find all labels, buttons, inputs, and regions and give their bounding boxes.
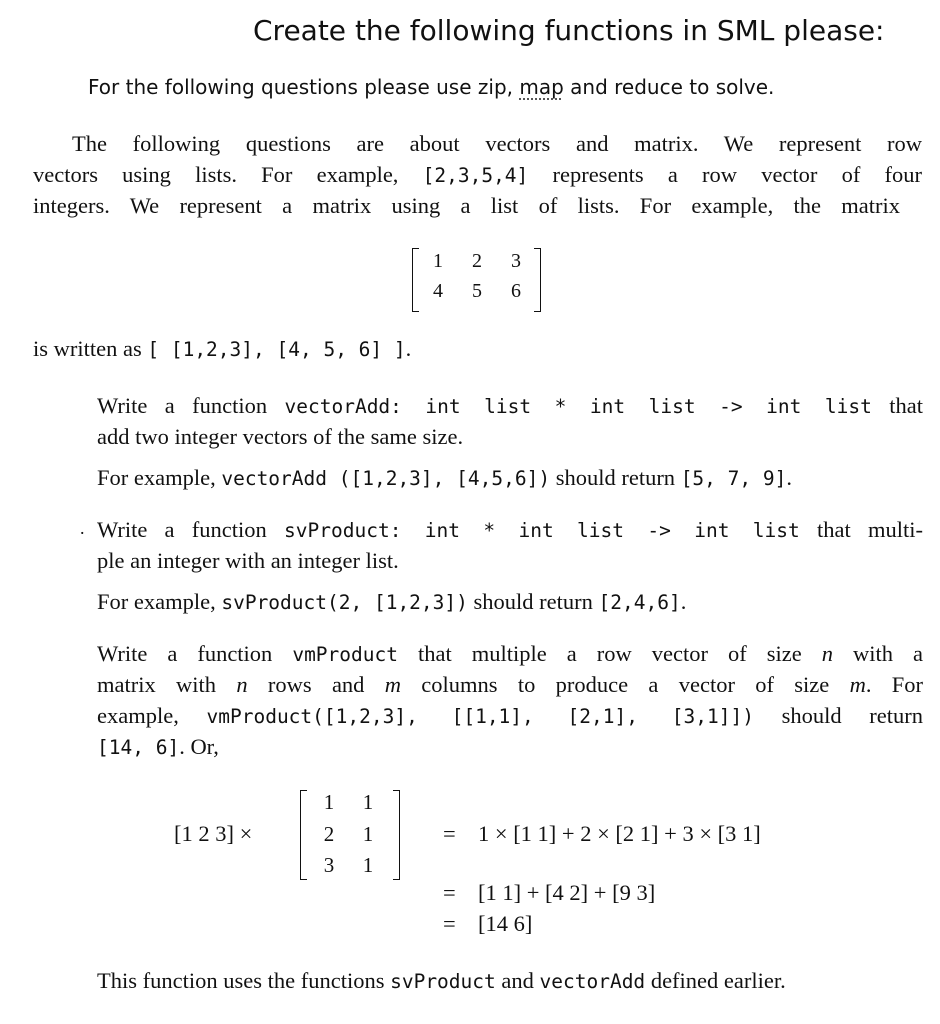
q3-text: with a xyxy=(832,641,923,666)
eq-matrix-cell: 3 xyxy=(323,853,335,877)
q3-text: . For xyxy=(865,672,924,697)
q1-text: Write a function xyxy=(97,393,285,418)
footer-text xyxy=(97,968,786,994)
q3-text: matrix with xyxy=(97,672,237,697)
eq-row-vector: [1 2 3] × xyxy=(174,821,253,846)
matrix-cell: 3 xyxy=(511,250,521,272)
q1-text: should return xyxy=(550,465,681,490)
intro-code: [ [1,2,3], [4, 5, 6] ] xyxy=(147,338,406,361)
q1-line-2: add two integer vectors of the same size. xyxy=(97,424,464,449)
q2-example-result: [2,4,6] xyxy=(598,591,681,614)
footer-part: This function uses the functions xyxy=(97,968,391,993)
instruction-text xyxy=(88,75,774,99)
intro-line-4 xyxy=(33,336,411,362)
q2-text: For example, xyxy=(97,589,222,614)
eq-matrix-cell: 2 xyxy=(323,822,335,846)
q2-example-call: svProduct(2, [1,2,3]) xyxy=(221,591,468,614)
q3-var: m xyxy=(849,672,866,697)
eq-matrix-right-bracket xyxy=(393,790,400,880)
intro-text: vectors using lists. For example, xyxy=(33,162,423,187)
q2-line-2: ple an integer with an integer list. xyxy=(97,548,399,573)
q3-function-name: vmProduct xyxy=(292,643,398,666)
intro-code: [2,3,5,4] xyxy=(422,164,529,187)
matrix-cell: 6 xyxy=(511,280,521,302)
intro-line-2 xyxy=(33,162,922,188)
eq-rhs-step-3: [14 6] xyxy=(478,911,533,936)
q1-text: that xyxy=(871,393,923,418)
matrix-right-bracket xyxy=(534,248,541,312)
footer-part: and xyxy=(495,968,540,993)
eq-matrix-cell: 1 xyxy=(362,822,374,846)
q3-text: columns to produce a vector of size xyxy=(401,672,850,697)
eq-equals-sign: = xyxy=(443,911,456,936)
q2-example xyxy=(97,589,686,615)
intro-line-3: integers. We represent a matrix using a list of lists. For example, the matrix xyxy=(33,193,900,218)
q2-text: that multi- xyxy=(799,517,923,542)
eq-matrix-left-bracket xyxy=(300,790,307,880)
q3-line-2 xyxy=(97,672,923,698)
q2-line-1 xyxy=(97,517,923,543)
page-title: Create the following functions in SML please: xyxy=(253,14,885,47)
q3-text: example, xyxy=(97,703,207,728)
q2-text: Write a function xyxy=(97,517,285,542)
matrix-cell: 5 xyxy=(472,280,482,302)
matrix-cell: 4 xyxy=(433,280,443,302)
q1-example-call: vectorAdd ([1,2,3], [4,5,6]) xyxy=(221,467,551,490)
q3-example-result: [14, 6] xyxy=(97,736,180,759)
matrix-left-bracket xyxy=(412,248,419,312)
intro-text: is written as xyxy=(33,336,148,361)
footer-code: vectorAdd xyxy=(539,970,646,993)
footer-part: defined earlier. xyxy=(645,968,786,993)
instruction-map-word: map xyxy=(519,75,564,99)
q3-var: m xyxy=(384,672,401,697)
q3-line-1 xyxy=(97,641,923,667)
eq-rhs-step-1: 1 × [1 1] + 2 × [2 1] + 3 × [3 1] xyxy=(478,821,761,846)
bullet-dot: . xyxy=(80,518,85,538)
eq-equals-sign: = xyxy=(443,821,456,846)
q1-line-1 xyxy=(97,393,923,419)
q1-text: . xyxy=(786,465,792,490)
matrix-cell: 2 xyxy=(472,250,482,272)
eq-equals-sign: = xyxy=(443,880,456,905)
q3-example-call: vmProduct([1,2,3], [[1,1], [2,1], [3,1]]) xyxy=(206,705,754,728)
q3-text: should return xyxy=(753,703,924,728)
q2-text: . xyxy=(680,589,687,614)
q3-text: Write a function xyxy=(97,641,293,666)
intro-text: represents a row vector of four xyxy=(528,162,923,187)
q2-signature: svProduct: int * int list -> int list xyxy=(284,519,800,542)
q3-var: n xyxy=(236,672,248,697)
q3-text: rows and xyxy=(247,672,385,697)
q3-line-3 xyxy=(97,703,923,729)
q3-text: . Or, xyxy=(179,734,219,759)
eq-matrix-cell: 1 xyxy=(362,853,374,877)
q1-signature: vectorAdd: int list * int list -> int list xyxy=(284,395,872,418)
instruction-after: and reduce to solve. xyxy=(563,75,775,99)
q1-example xyxy=(97,465,792,491)
q1-example-result: [5, 7, 9] xyxy=(680,467,787,490)
footer-code: svProduct xyxy=(390,970,496,993)
matrix-cell: 1 xyxy=(433,250,443,272)
q1-text: For example, xyxy=(97,465,222,490)
intro-line-1: The following questions are about vectors and matrix. We represent row xyxy=(72,131,922,156)
eq-matrix-cell: 1 xyxy=(323,790,335,814)
q3-text: that multiple a row vector of size xyxy=(398,641,822,666)
q3-var: n xyxy=(821,641,833,666)
eq-matrix-cell: 1 xyxy=(362,790,374,814)
q2-text: should return xyxy=(467,589,599,614)
q3-line-4 xyxy=(97,734,219,760)
eq-rhs-step-2: [1 1] + [4 2] + [9 3] xyxy=(478,880,656,905)
instruction-before: For the following questions please use zip, xyxy=(88,75,520,99)
intro-text: . xyxy=(405,336,412,361)
